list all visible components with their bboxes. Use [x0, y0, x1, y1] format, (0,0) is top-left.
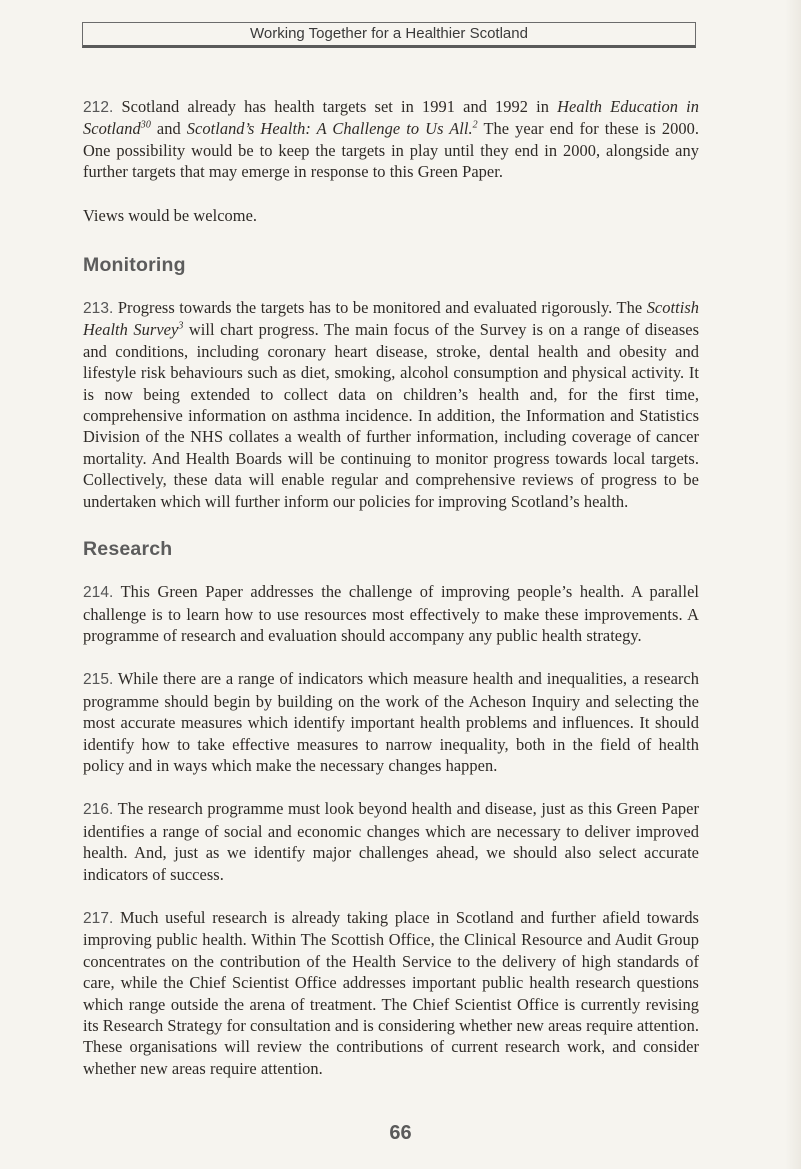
running-header [82, 22, 696, 48]
paragraph-214: 214. This Green Paper addresses the challenge of improving people’s health. A parallel challenge is to learn how to use resources most effectively to make these improvements. A programme of research and evaluation should accompany any public health strategy. [83, 582, 699, 645]
section-heading-monitoring: Monitoring [83, 254, 186, 277]
page-number: 66 [389, 1122, 412, 1144]
citation-title: Health Education in Scotland [83, 97, 699, 139]
main-content [83, 96, 699, 1101]
paragraph-number: 212. [83, 99, 114, 116]
paragraph-number: 214. [83, 584, 114, 602]
citation-title: Scottish Health Survey [83, 298, 699, 340]
paragraph-215: 215. While there are a range of indicators which measure health and inequalities, a research programme should begin by building on the work of the Acheson Inquiry and selecting the most accurate measures which identify important health problems and influences. It should identify how to take effective measures to narrow inequality, both in the field of health policy and in ways which make the necessary changes happen. [83, 669, 699, 775]
footnote-ref: 2 [472, 119, 478, 131]
paragraph-216: 216. The research programme must look beyond health and disease, just as this Green Paper identifies a range of social and economic changes which are necessary to deliver improved health. And, just as we identify major challenges ahead, we should also select accurate indicators of success. [83, 799, 699, 884]
paragraph-number: 217. [83, 909, 114, 927]
footnote-ref: 3 [178, 320, 184, 332]
citation-title: Scotland’s Health: A Challenge to Us All. [186, 119, 473, 139]
paragraph-number: 215. [83, 671, 114, 689]
paragraph-number: 216. [83, 801, 114, 819]
paragraph-number: 213. [83, 300, 114, 318]
views-welcome-text: Views would be welcome. [83, 205, 258, 225]
paragraph-213: 213. Progress towards the targets has to be monitored and evaluated rigorously. The Scottish Health Survey$^3$ will chart progress. The main focus of the Survey is on a range of diseases and conditions, including coronary heart disease, stroke, dental health and obesity and lifestyle risk behaviours such as diet, smoking, alcohol consumption and physical activity. It is now being extended to collect data on children’s health and, for the first time, comprehensive information on asthma incidence. In addition, the Information and Statistics Division of the NHS collates a wealth of further information, including coverage of cancer mortality. And Health Boards will be continuing to monitor progress towards local targets. Collectively, these data will enable regular and comprehensive reviews of progress to be undertaken which will further inform our policies for improving Scotland’s health. [83, 298, 699, 511]
section-heading-research: Research [83, 538, 173, 561]
footnote-ref: 30 [140, 119, 151, 131]
paragraph-212: 212. Scotland already has health targets set in 1991 and 1992 in Health Education in Scotland$^{30}$ and Scotland’s Health: A Challenge to Us All.$^2$ The year end for these is 2000. One possibility would be to keep the targets in play until they end in 2000, alongside any further targets that may emerge in response to this Green Paper. [83, 97, 699, 182]
running-header-title: Working Together for a Healthier Scotland [250, 25, 528, 42]
page-edge-shadow [785, 0, 801, 1169]
paragraph-217: 217. Much useful research is already taking place in Scotland and further afield towards improving public health. Within The Scottish Office, the Clinical Resource and Audit Group concentrates on the contribution of the Health Service to the delivery of high standards of care, while the Chief Scientist Office addresses important public health research questions which range outside the arena of treatment. The Chief Scientist Office is currently revising its Research Strategy for consultation and is considering whether new areas require attention. These organisations will review the contributions of current research work, and consider whether new areas require attention. [83, 907, 699, 1078]
